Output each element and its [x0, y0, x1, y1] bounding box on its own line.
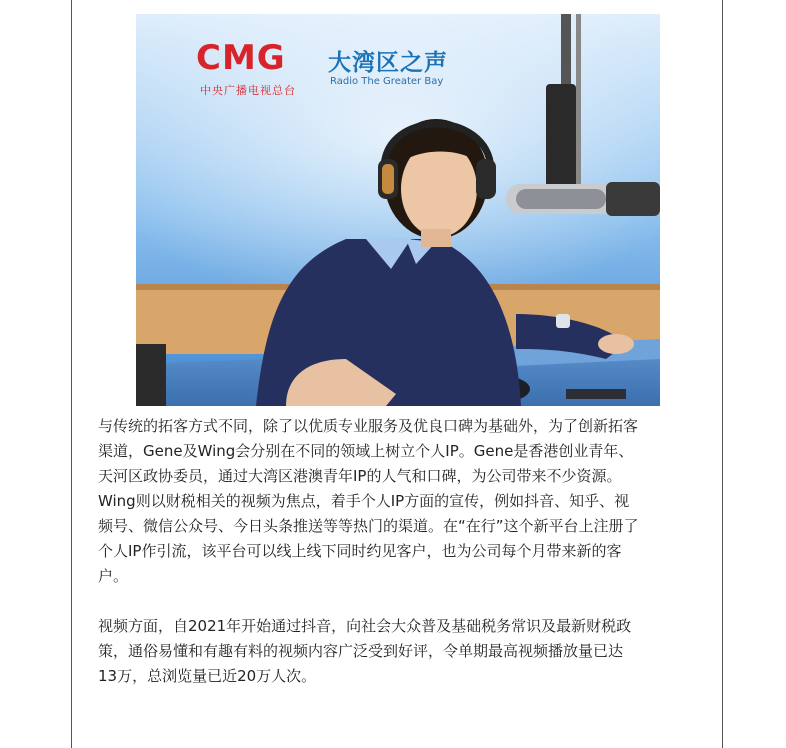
text-line: 频号、微信公众号、今日头条推送等等热门的渠道。在“在行”这个新平台上注册了 [98, 517, 639, 535]
text-line: 与传统的拓客方式不同，除了以优质专业服务及优良口碑为基础外，为了创新拓客 [98, 417, 639, 435]
cmg-logo-subtitle: 中央广播电视总台 [200, 84, 296, 97]
cmg-logo: CMG [196, 38, 286, 78]
article-body [98, 414, 698, 714]
text-line: 策，通俗易懂和有趣有料的视频内容广泛受到好评，令单期最高视频播放量已达 [98, 642, 624, 660]
station-logo: 大湾区之声 [328, 50, 448, 76]
radio-studio-photo [136, 14, 660, 406]
text-line: 视频方面，自2021年开始通过抖音，向社会大众普及基础税务常识及最新财税政 [98, 617, 632, 635]
text-line: 13万，总浏览量已近20万人次。 [98, 667, 317, 685]
text-line: 渠道，Gene及Wing会分别在不同的领域上树立个人IP。Gene是香港创业青年、 [98, 442, 634, 460]
text-line: 户。 [98, 567, 129, 585]
paragraph [98, 614, 698, 689]
text-line: 天河区政协委员，通过大湾区港澳青年IP的人气和口碑，为公司带来不少资源。 [98, 467, 622, 485]
text-line: Wing则以财税相关的视频为焦点，着手个人IP方面的宣传，例如抖音、知乎、视 [98, 492, 630, 510]
station-logo-english: Radio The Greater Bay [330, 76, 444, 87]
text-line: 个人IP作引流，该平台可以线上线下同时约见客户，也为公司每个月带来新的客 [98, 542, 622, 560]
paragraph [98, 414, 698, 589]
